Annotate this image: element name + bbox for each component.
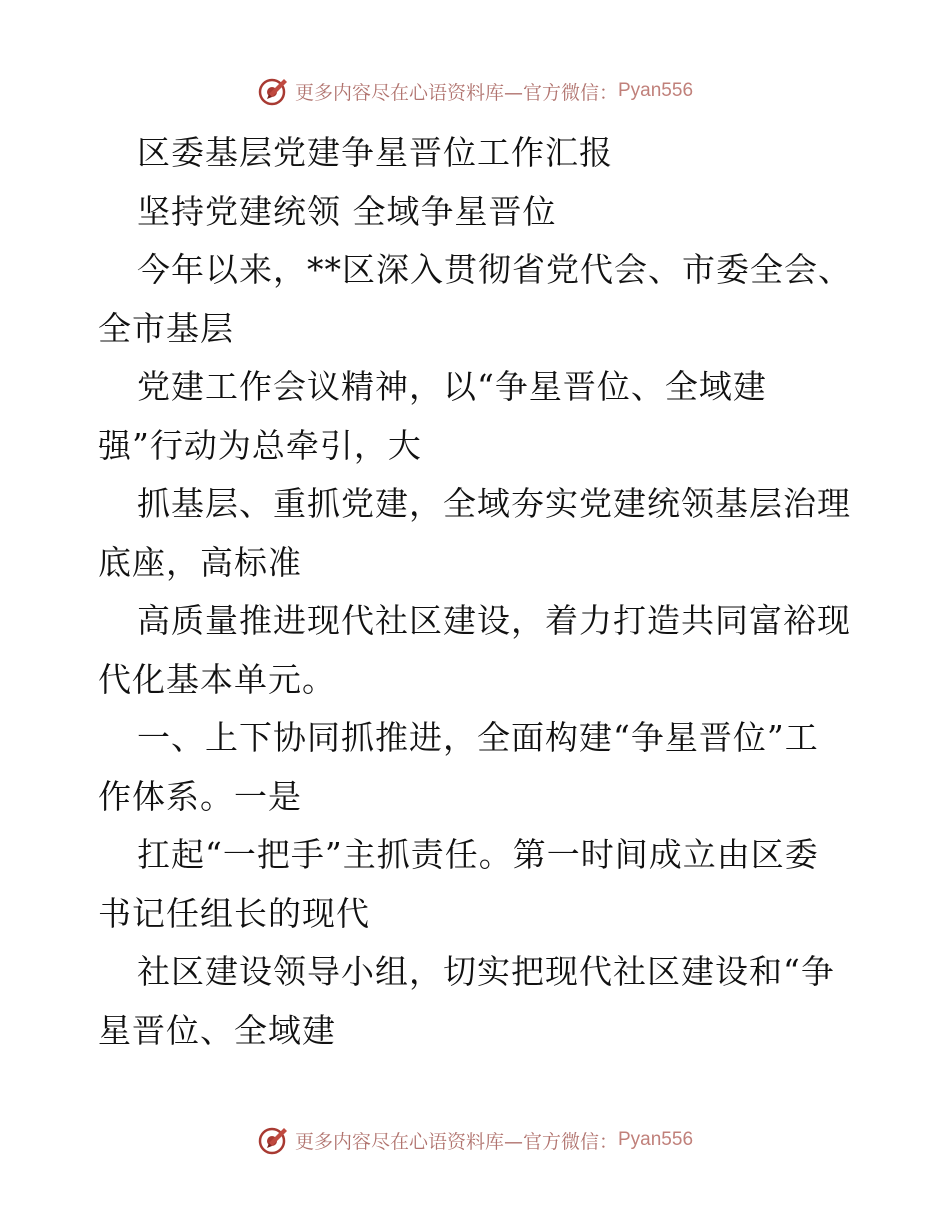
watermark-text: 更多内容尽在心语资料库—官方微信： <box>294 81 618 104</box>
paragraph-line: 今年以来，**区深入贯彻省党代会、市委全会、 <box>137 250 852 289</box>
paragraph-line: 党建工作会议精神，以“争星晋位、全域建 <box>137 367 767 406</box>
watermark-text: 更多内容尽在心语资料库—官方微信： <box>294 1130 618 1153</box>
section-heading-line: 一、上下协同抓推进，全面构建“争星晋位”工 <box>137 718 819 757</box>
pen-logo-icon <box>257 75 289 107</box>
document-subtitle: 坚持党建统领 全域争星晋位 <box>137 191 557 231</box>
paragraph-line: 全市基层 <box>98 308 234 348</box>
paragraph-line: 高质量推进现代社区建设，着力打造共同富裕现 <box>137 601 851 640</box>
header-watermark <box>0 71 950 111</box>
document-body <box>98 124 858 1060</box>
paragraph-line: 扛起“一把手”主抓责任。第一时间成立由区委 <box>137 835 819 874</box>
paragraph-line: 书记任组长的现代 <box>98 893 370 933</box>
watermark-wechat-id: Pyan556 <box>618 80 694 101</box>
pen-logo-icon <box>257 1124 289 1156</box>
document-title: 区委基层党建争星晋位工作汇报 <box>137 133 613 172</box>
paragraph-line: 作体系。一是 <box>98 776 302 816</box>
paragraph-line: 代化基本单元。 <box>98 659 336 699</box>
watermark-wechat-id: Pyan556 <box>618 1129 694 1150</box>
paragraph-line: 强”行动为总牵引，大 <box>98 425 422 465</box>
paragraph-line: 星晋位、全域建 <box>98 1010 336 1050</box>
paragraph-line: 底座，高标准 <box>98 542 302 582</box>
paragraph-line: 抓基层、重抓党建，全域夯实党建统领基层治理 <box>137 484 851 523</box>
paragraph-line: 社区建设领导小组，切实把现代社区建设和“争 <box>137 952 835 991</box>
footer-watermark <box>0 1120 950 1160</box>
